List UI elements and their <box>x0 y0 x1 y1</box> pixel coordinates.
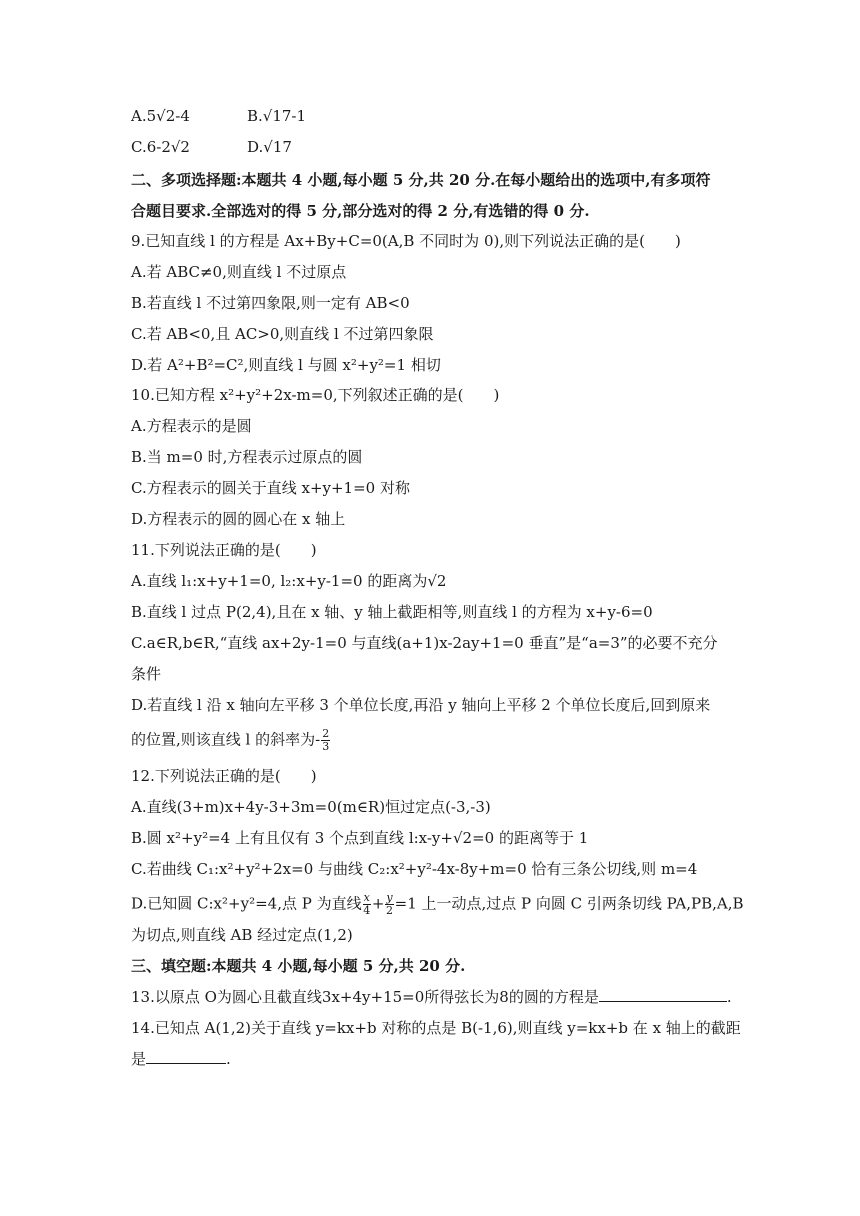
q12-frac-y2 <box>385 892 393 917</box>
q12-option-d-text: D.已知圆 C:x²+y²=4,点 P 为直线 <box>131 894 362 913</box>
q11-option-d-line1: D.若直线 l 沿 x 轴向左平移 3 个单位长度,再沿 y 轴向上平移 2 个单位长度后,回到原来 <box>131 696 711 714</box>
q11-slope-fraction <box>321 728 330 753</box>
q12-stem: 12.下列说法正确的是( ) <box>131 767 317 785</box>
q10-option-d: D.方程表示的圆的圆心在 x 轴上 <box>131 510 346 528</box>
q14-answer-blank[interactable] <box>146 1049 226 1064</box>
q11-option-b: B.直线 l 过点 P(2,4),且在 x 轴、y 轴上截距相等,则直线 l 的方程为 x+y-6=0 <box>131 603 653 621</box>
q8-option-c: C.6-2√2 <box>131 138 190 156</box>
q10-option-b: B.当 m=0 时,方程表示过原点的圆 <box>131 448 363 466</box>
q12-frac-x4 <box>363 892 371 917</box>
q12-option-a: A.直线(3+m)x+4y-3+3m=0(m∈R)恒过定点(-3,-3) <box>131 798 491 816</box>
q11-stem: 11.下列说法正确的是( ) <box>131 541 317 559</box>
q11-option-c-line1: C.a∈R,b∈R,“直线 ax+2y-1=0 与直线(a+1)x-2ay+1=0 垂直”是“a=3”的必要不充分 <box>131 634 718 652</box>
q12-option-d-line1 <box>131 892 744 917</box>
q8-option-d: D.√17 <box>247 138 292 156</box>
q14-text: 是 <box>131 1050 147 1068</box>
q13-answer-blank[interactable] <box>599 987 727 1002</box>
q11-slope-numerator: 2 <box>322 727 330 740</box>
q13-period: . <box>726 988 732 1006</box>
q13-text: 13.以原点 O为圆心且截直线3x+4y+15=0所得弦长为8的圆的方程是 <box>131 988 599 1006</box>
q11-option-d-line2 <box>131 728 330 753</box>
q12-frac-y-den: 2 <box>386 904 394 917</box>
q12-frac-y-num: y <box>386 891 393 904</box>
q12-option-d-rest: =1 上一动点,过点 P 向圆 C 引两条切线 PA,PB,A,B <box>394 894 744 913</box>
q12-option-d-line2: 为切点,则直线 AB 经过定点(1,2) <box>131 926 353 944</box>
q12-option-c: C.若曲线 C₁:x²+y²+2x=0 与曲线 C₂:x²+y²-4x-8y+m=0 恰有三条公切线,则 m=4 <box>131 860 698 878</box>
section3-heading: 三、填空题:本题共 4 小题,每小题 5 分,共 20 分. <box>131 957 466 975</box>
q11-option-a: A.直线 l₁:x+y+1=0, l₂:x+y-1=0 的距离为√2 <box>131 572 447 590</box>
q14-line2 <box>131 1049 231 1069</box>
q14-line1: 14.已知点 A(1,2)关于直线 y=kx+b 对称的点是 B(-1,6),则直线 y=kx+b 在 x 轴上的截距 <box>131 1019 741 1037</box>
q12-frac-x-den: 4 <box>363 904 371 917</box>
q10-option-a: A.方程表示的是圆 <box>131 417 252 435</box>
q12-frac-plus: + <box>371 894 385 913</box>
q13-line <box>131 987 732 1007</box>
q11-slope-sign: - <box>315 730 321 749</box>
q11-slope-denominator: 3 <box>322 740 330 753</box>
q9-option-c: C.若 AB<0,且 AC>0,则直线 l 不过第四象限 <box>131 325 434 343</box>
q14-period: . <box>226 1050 231 1068</box>
section2-heading-line1: 二、多项选择题:本题共 4 小题,每小题 5 分,共 20 分.在每小题给出的选项中,有多项符 <box>131 171 711 189</box>
q12-frac-x-num: x <box>363 891 370 904</box>
section2-heading-line2: 合题目要求.全部选对的得 5 分,部分选对的得 2 分,有选错的得 0 分. <box>131 202 590 220</box>
q9-option-b: B.若直线 l 不过第四象限,则一定有 AB<0 <box>131 294 410 312</box>
q8-option-a: A.5√2-4 <box>131 107 190 125</box>
q11-option-d-text: 的位置,则该直线 l 的斜率为 <box>131 730 316 749</box>
q9-stem: 9.已知直线 l 的方程是 Ax+By+C=0(A,B 不同时为 0),则下列说法正确的是( ) <box>131 232 681 250</box>
q9-option-d: D.若 A²+B²=C²,则直线 l 与圆 x²+y²=1 相切 <box>131 356 441 374</box>
q11-option-c-line2: 条件 <box>131 665 162 683</box>
q10-stem: 10.已知方程 x²+y²+2x-m=0,下列叙述正确的是( ) <box>131 386 500 404</box>
q8-option-b: B.√17-1 <box>247 107 307 125</box>
q9-option-a: A.若 ABC≠0,则直线 l 不过原点 <box>131 263 347 281</box>
q12-option-b: B.圆 x²+y²=4 上有且仅有 3 个点到直线 l:x-y+√2=0 的距离等于 1 <box>131 829 589 847</box>
q10-option-c: C.方程表示的圆关于直线 x+y+1=0 对称 <box>131 479 410 497</box>
